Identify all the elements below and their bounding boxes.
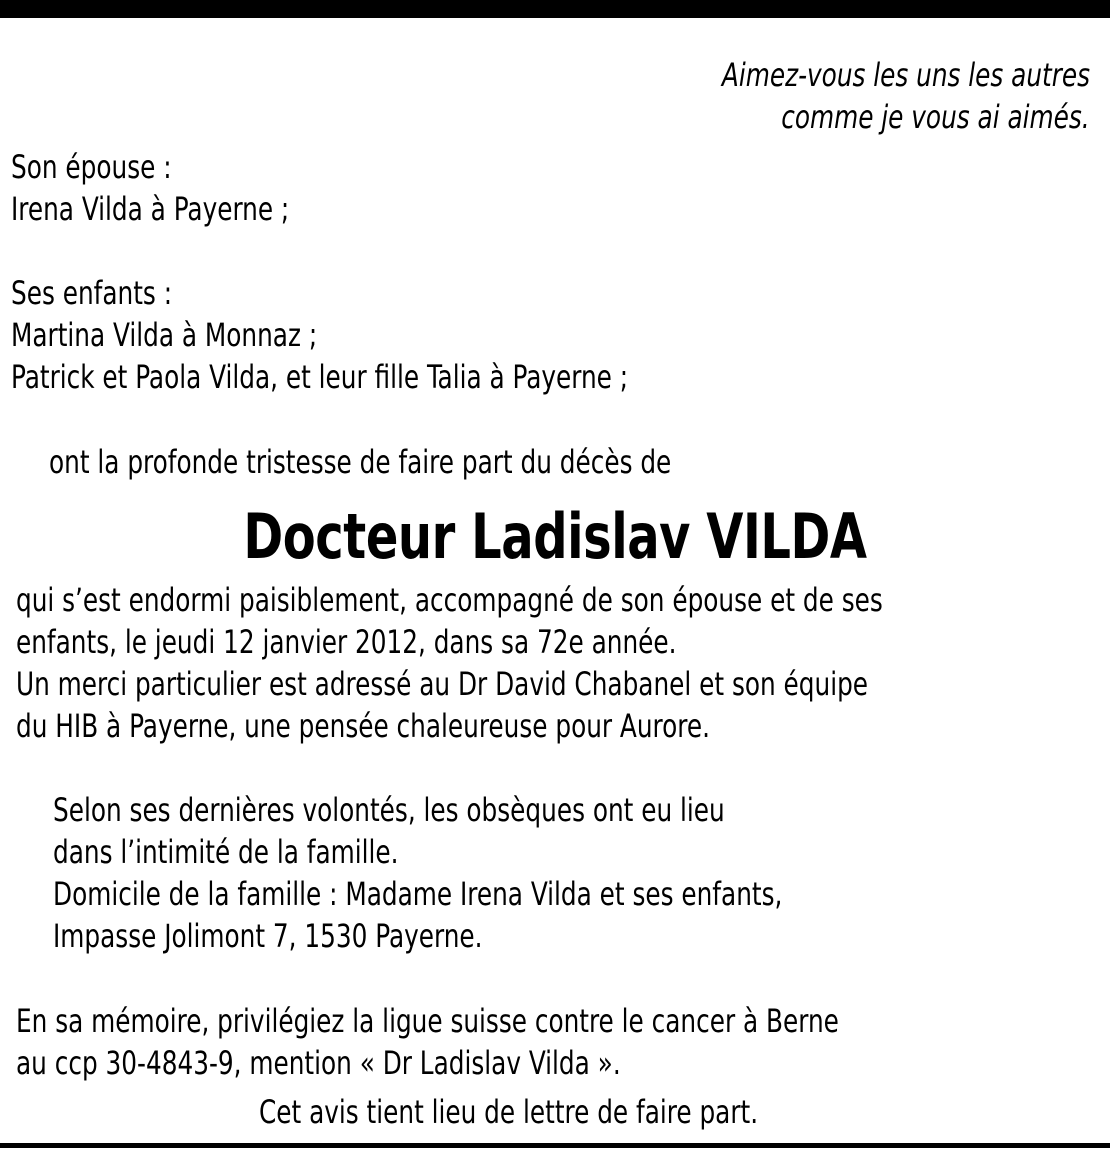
announcement: ont la profonde tristesse de faire part du décès de	[49, 443, 672, 481]
funeral-line-1: Selon ses dernières volontés, les obsèques ont eu lieu	[53, 791, 725, 829]
motto-line-2: comme je vous ai aimés.	[781, 98, 1090, 136]
children-line-2: Patrick et Paola Vilda, et leur fille Talia à Payerne ;	[11, 358, 629, 396]
passing-line-4: du HIB à Payerne, une pensée chaleureuse pour Aurore.	[16, 707, 710, 745]
bottom-rule	[0, 1143, 1110, 1148]
passing-line-1: qui s’est endormi paisiblement, accompagné de son épouse et de ses	[16, 581, 883, 619]
passing-line-2: enfants, le jeudi 12 janvier 2012, dans sa 72e année.	[16, 623, 677, 661]
memorial-line-1: En sa mémoire, privilégiez la ligue suisse contre le cancer à Berne	[16, 1002, 839, 1040]
funeral-line-2: dans l’intimité de la famille.	[53, 833, 399, 871]
memorial-line-2: au ccp 30-4843-9, mention « Dr Ladislav Vilda ».	[16, 1044, 621, 1082]
passing-line-3: Un merci particulier est adressé au Dr David Chabanel et son équipe	[16, 665, 869, 703]
spouse-line: Irena Vilda à Payerne ;	[11, 190, 290, 228]
children-heading: Ses enfants :	[11, 274, 173, 312]
funeral-line-3: Domicile de la famille : Madame Irena Vilda et ses enfants,	[53, 875, 783, 913]
deceased-name: Docteur Ladislav VILDA	[243, 500, 867, 573]
funeral-line-4: Impasse Jolimont 7, 1530 Payerne.	[53, 917, 483, 955]
spouse-heading: Son épouse :	[11, 148, 172, 186]
closing-line: Cet avis tient lieu de lettre de faire part.	[259, 1093, 759, 1131]
children-line-1: Martina Vilda à Monnaz ;	[11, 316, 318, 354]
motto-line-1: Aimez-vous les uns les autres	[721, 56, 1090, 94]
top-rule	[0, 0, 1110, 18]
